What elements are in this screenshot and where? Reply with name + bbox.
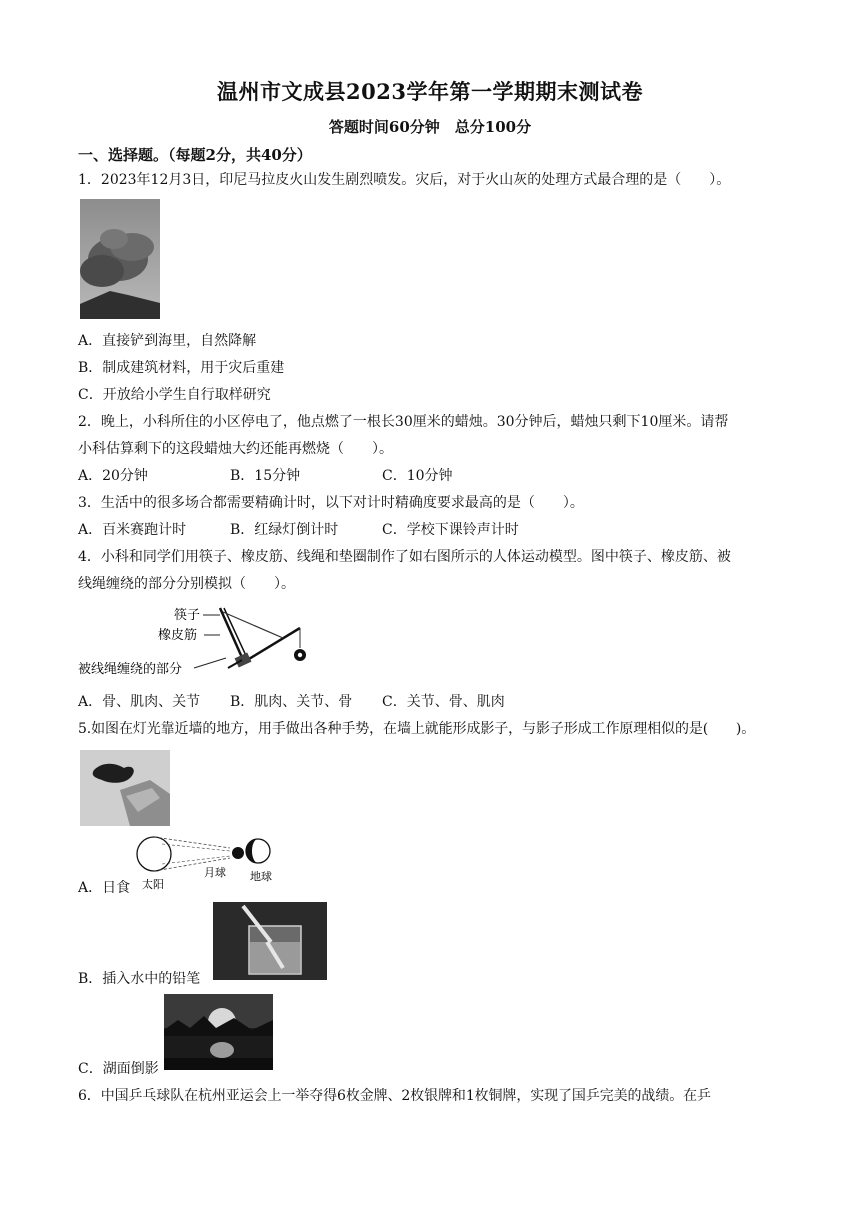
exam-info: 答题时间60分钟 总分100分 xyxy=(328,118,532,136)
q3-option-c: C．学校下课铃声计时 xyxy=(382,522,519,538)
q1-option-a: A．直接铲到海里，自然降解 xyxy=(78,333,257,349)
q2-option-a: A．20分钟 xyxy=(78,468,148,484)
q2-stem-line1: 2．晚上，小科所住的小区停电了，他点燃了一根长30厘米的蜡烛。30分钟后，蜡烛只剩下10厘米。请帮 xyxy=(78,414,729,430)
q5-option-c: C．湖面倒影 xyxy=(78,1061,159,1077)
q4-options xyxy=(78,692,505,712)
q4-stem-line2: 线绳缠绕的部分分别模拟（ ）。 xyxy=(78,576,295,592)
q5-stem: 5.如图在灯光靠近墙的地方，用手做出各种手势，在墙上就能形成影子，与影子形成工作原理相似的是( )。 xyxy=(78,721,756,737)
hand-shadow-photo xyxy=(80,750,170,826)
label-wrapped-part: 被线绳缠绕的部分 xyxy=(78,662,183,677)
page-title: 温州市文成县2023学年第一学期期末测试卷 xyxy=(217,79,643,104)
q4-option-a: A．骨、肌肉、关节 xyxy=(78,694,201,710)
q1-option-c: C．开放给小学生自行取样研究 xyxy=(78,387,271,403)
q6-stem: 6．中国乒乓球队在杭州亚运会上一举夺得6枚金牌、2枚银牌和1枚铜牌，实现了国乒完美的战绩。在乒 xyxy=(78,1088,711,1104)
q3-option-a: A．百米赛跑计时 xyxy=(78,522,187,538)
q1-stem: 1．2023年12月3日，印尼马拉皮火山发生剧烈喷发。灾后，对于火山灰的处理方式最合理的是（ ）。 xyxy=(78,172,731,188)
q4-option-c: C．关节、骨、肌肉 xyxy=(382,694,505,710)
q1-option-b: B．制成建筑材料，用于灾后重建 xyxy=(78,360,285,376)
q4-option-b: B．肌肉、关节、骨 xyxy=(230,694,353,710)
q5-option-b: B．插入水中的铅笔 xyxy=(78,971,201,987)
q2-stem-line2: 小科估算剩下的这段蜡烛大约还能再燃烧（ ）。 xyxy=(78,441,393,457)
q5-option-a: A．日食 xyxy=(78,880,131,896)
eclipse-earth-label: 地球 xyxy=(250,870,272,883)
label-chopsticks: 筷子 xyxy=(174,608,201,623)
eclipse-moon-label: 月球 xyxy=(204,866,226,879)
volcano-photo xyxy=(80,199,160,319)
q3-option-b: B．红绿灯倒计时 xyxy=(230,522,339,538)
q2-option-b: B．15分钟 xyxy=(230,468,301,484)
solar-eclipse-diagram xyxy=(132,830,282,890)
lake-reflection-photo xyxy=(164,994,273,1070)
section-heading: 一、选择题。（每题2分，共40分） xyxy=(78,146,312,164)
q3-stem: 3．生活中的很多场合都需要精确计时，以下对计时精确度要求最高的是（ ）。 xyxy=(78,495,584,511)
eclipse-sun-label: 太阳 xyxy=(142,878,164,890)
q3-options xyxy=(78,520,519,540)
q2-option-c: C．10分钟 xyxy=(382,468,453,484)
pencil-in-water-photo xyxy=(213,902,327,980)
q2-options xyxy=(78,466,453,486)
q4-stem-line1: 4．小科和同学们用筷子、橡皮筋、线绳和垫圈制作了如右图所示的人体运动模型。图中筷子、橡皮筋、被 xyxy=(78,549,731,565)
label-rubber-band: 橡皮筋 xyxy=(158,628,198,643)
arm-model-figure xyxy=(78,602,338,682)
